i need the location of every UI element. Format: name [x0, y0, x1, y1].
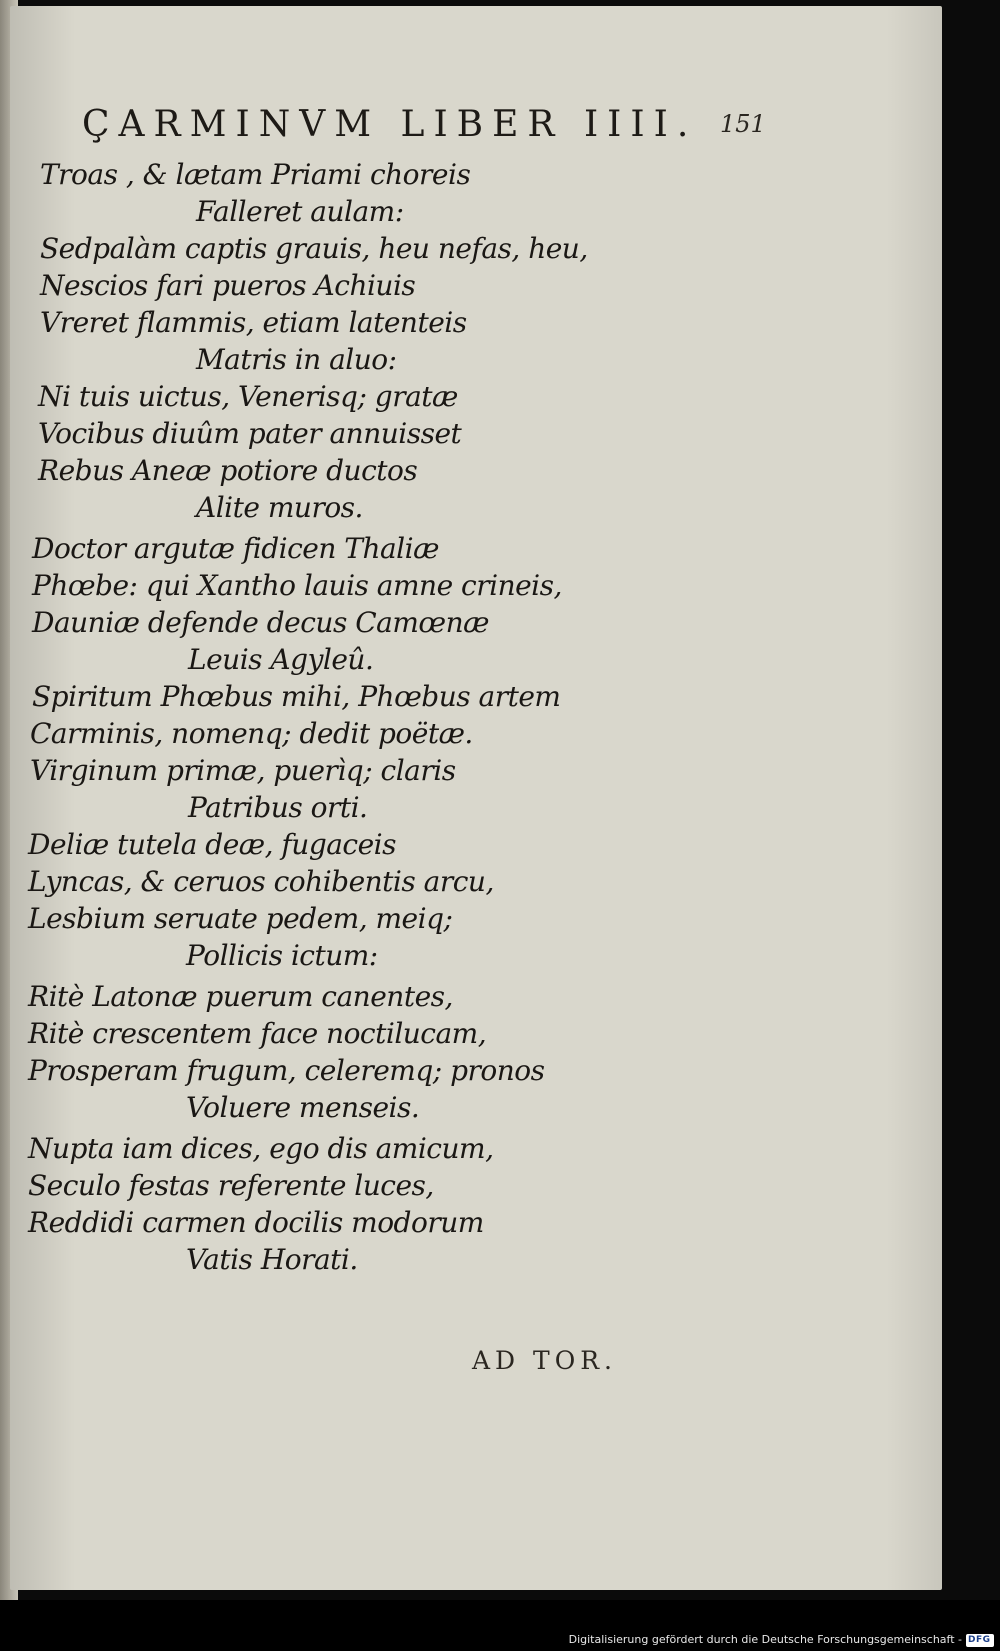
book-page	[10, 6, 942, 1590]
verse-line: Prosperam frugum, celeremq; pronos	[28, 1054, 545, 1087]
verse-line: Troas , & lætam Priami choreis	[40, 158, 471, 191]
verse-line: Vocibus diuûm pater annuisset	[38, 417, 462, 450]
verse-line: Rebus Aneæ potiore ductos	[38, 454, 418, 487]
running-head: ÇARMINVM LIBER IIII.	[82, 104, 698, 145]
verse-line: Ritè crescentem face noctilucam,	[28, 1017, 487, 1050]
catchword: AD TOR.	[472, 1346, 617, 1375]
verse-line: Reddidi carmen docilis modorum	[28, 1206, 484, 1239]
funding-credit: Digitalisierung gefördert durch die Deutsche Forschungsgemeinschaft -	[568, 1633, 962, 1646]
page-number: 151	[720, 110, 766, 138]
verse-line: Lesbium seruate pedem, meiq;	[28, 902, 453, 935]
verse-line: Pollicis ictum:	[186, 939, 378, 972]
verse-line: Matris in aluo:	[196, 343, 397, 376]
verse-line: Falleret aulam:	[196, 195, 404, 228]
verse-line: Sedpalàm captis grauis, heu nefas, heu,	[40, 232, 588, 265]
verse-line: Ni tuis uictus, Venerisq; gratæ	[38, 380, 458, 413]
footer-bar	[0, 1600, 1000, 1651]
verse-line: Patribus orti.	[188, 791, 368, 824]
verse-line: Vreret flammis, etiam latenteis	[40, 306, 467, 339]
verse-line: Carminis, nomenq; dedit poëtæ.	[30, 717, 473, 750]
verse-line: Vatis Horati.	[186, 1243, 358, 1276]
dfg-logo-text: DFG	[968, 1635, 991, 1645]
verse-line: Nescios fari pueros Achiuis	[40, 269, 416, 302]
verse-line: Voluere menseis.	[186, 1091, 420, 1124]
verse-line: Spiritum Phœbus mihi, Phœbus artem	[32, 680, 561, 713]
verse-line: Ritè Latonæ puerum canentes,	[28, 980, 453, 1013]
verse-line: Virginum primæ, puerìq; claris	[30, 754, 456, 787]
verse-line: Dauniæ defende decus Camœnæ	[32, 606, 489, 639]
verse-line: Leuis Agyleû.	[188, 643, 374, 676]
verse-line: Lyncas, & ceruos cohibentis arcu,	[28, 865, 494, 898]
verse-line: Deliæ tutela deæ, fugaceis	[28, 828, 397, 861]
verse-line: Alite muros.	[196, 491, 363, 524]
dfg-logo-icon	[966, 1634, 994, 1647]
verse-line: Doctor argutæ fidicen Thaliæ	[32, 532, 439, 565]
verse-line: Seculo festas referente luces,	[28, 1169, 434, 1202]
verse-line: Phœbe: qui Xantho lauis amne crineis,	[32, 569, 562, 602]
verse-line: Nupta iam dices, ego dis amicum,	[28, 1132, 494, 1165]
